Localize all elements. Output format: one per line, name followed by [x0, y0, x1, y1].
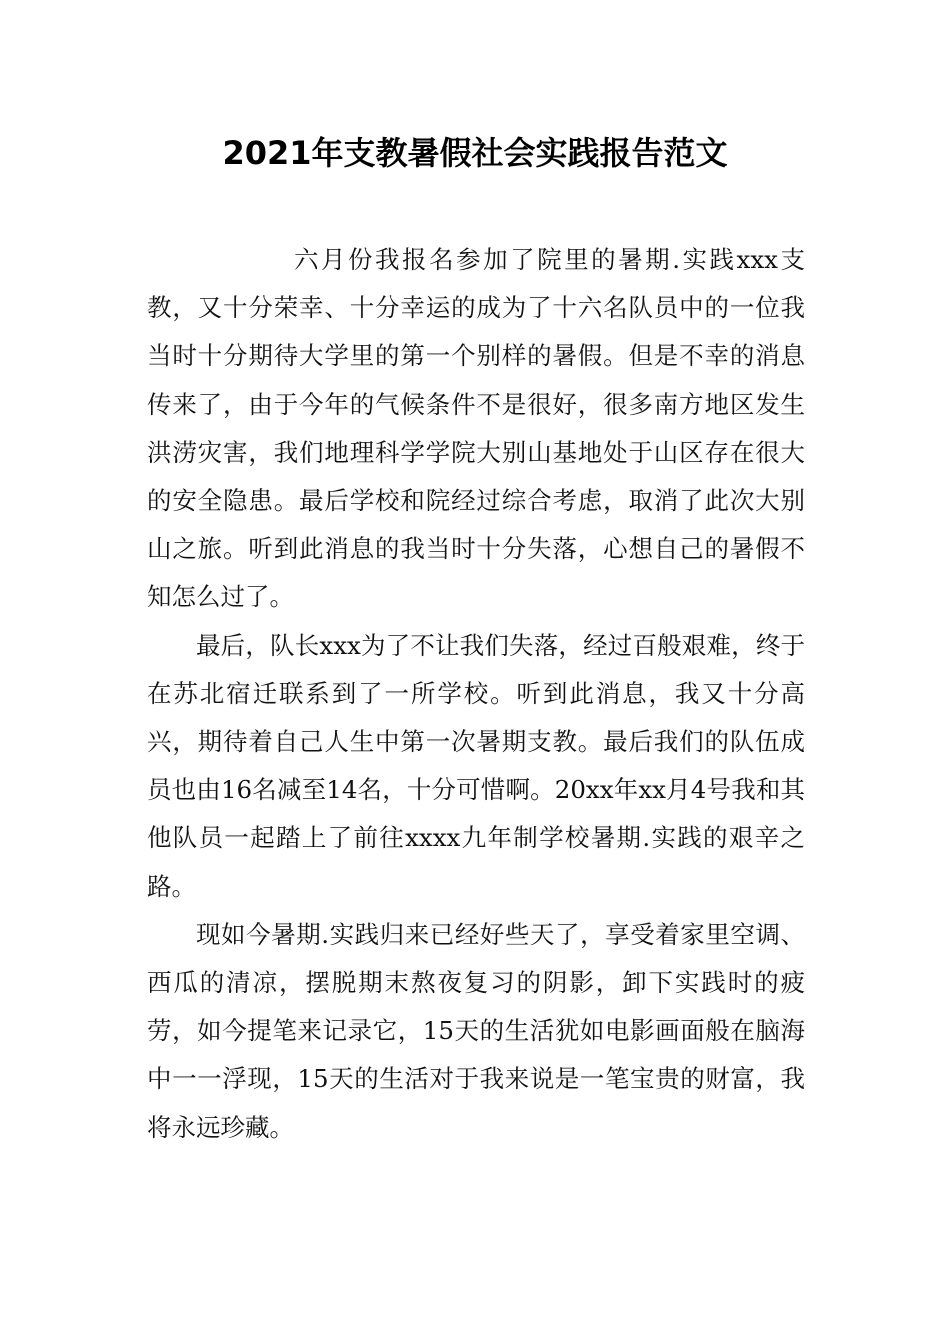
paragraph-2: 最后，队长xxx为了不让我们失落，经过百般艰难，终于在苏北宿迁联系到了一所学校。听到此消息，我又十分高兴，期待着自己人生中第一次暑期支教。最后我们的队伍成员也由16名减至14名，十分可惜啊。20xx年xx月4号我和其他队员一起踏上了前往xxxx九年制学校暑期.实践的艰辛之路。: [147, 630, 805, 901]
paragraph-3: 现如今暑期.实践归来已经好些天了，享受着家里空调、西瓜的清凉，摆脱期末熬夜复习的阴影，卸下实践时的疲劳，如今提笔来记录它，15天的生活犹如电影画面般在脑海中一一浮现，15天的生活对于我来说是一笔宝贵的财富，我将永远珍藏。: [147, 919, 805, 1142]
document-title: 2021年支教暑假社会实践报告范文: [222, 134, 728, 172]
paragraph-1: 六月份我报名参加了院里的暑期.实践xxx支教，又十分荣幸、十分幸运的成为了十六名队员中的一位我当时十分期待大学里的第一个别样的暑假。但是不幸的消息传来了，由于今年的气候条件不是很好，很多南方地区发生洪涝灾害，我们地理科学学院大别山基地处于山区存在很大的安全隐患。最后学校和院经过综合考虑，取消了此次大别山之旅。听到此消息的我当时十分失落，心想自己的暑假不知怎么过了。: [147, 245, 805, 612]
document-body: [147, 236, 805, 1152]
